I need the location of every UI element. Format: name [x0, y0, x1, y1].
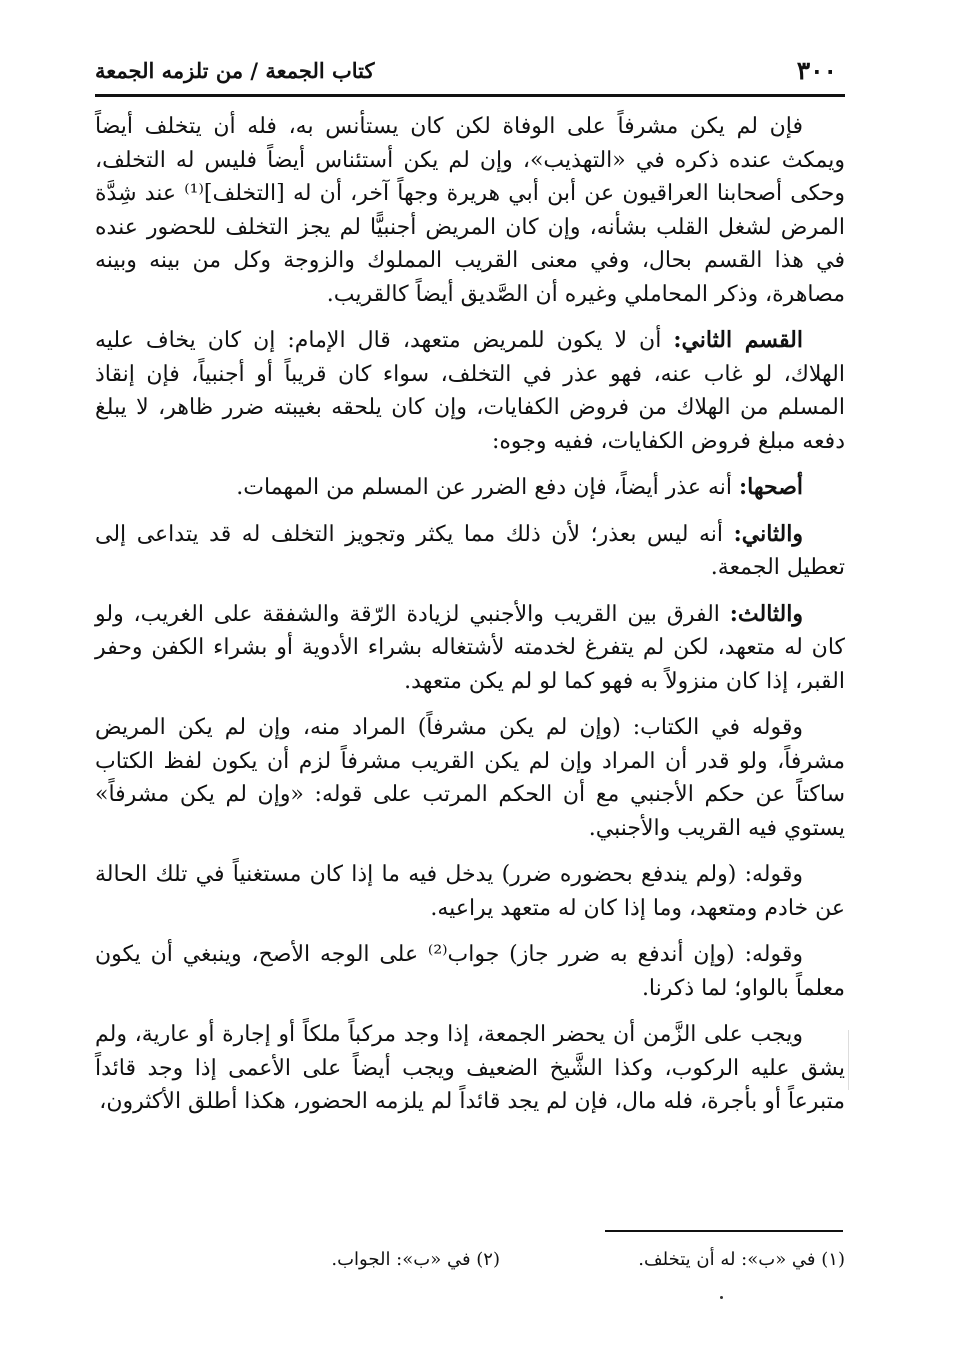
paragraph-lead: أصحها: [739, 474, 803, 500]
paragraph-text: ويجب على الزَّمن أن يحضر الجمعة، إذا وجد مركباً ملكاً أو إجارة أو عارية، ولم يشق عليه الركوب، وكذا الشَّيخ الضعيف ويجب أيضاً على الأعمى إذا وجد قائداً متبرعاً أو بأجرة، فله مال، فإن لم يجد قائداً لم يلزمه الحضور، هكذا أطلق الأكثرون، [95, 1022, 845, 1114]
paragraph [95, 110, 845, 311]
paragraph [95, 711, 845, 845]
paragraph-text: فإن لم يكن مشرفاً على الوفاة لكن كان يستأنس به، فله أن يتخلف أيضاً ويمكث عنده ذكره في «التهذيب»، وإن لم يكن أستئناس أيضاً فليس له التخلف، وحكى أصحابنا العراقيون عن أبن أبي هريرة وجهاً آخر، أن له [التخلف]⁽¹⁾ عند شِدَّة المرض لشغل القلب بشأنه، وإن كان المريض أجنبيًّا لم يجز التخلف للحضور عنده في هذا القسم بحال، وفي معنى القريب المملوك والزوجة وكل من بينه وبينه مصاهرة، وذكر المحاملي وغيره أن الصَّديق أيضاً كالقريب. [95, 114, 845, 307]
header-rule [95, 94, 845, 97]
scan-speck [720, 1296, 723, 1299]
paragraph [95, 858, 845, 925]
paragraph-text: أن لا يكون للمريض متعهد، قال الإمام: إن كان يخاف عليه الهلاك، لو غاب عنه، فهو عذر في التخلف، سواء كان قريباً أو أجنبياً، فإن إنقاذ المسلم من الهلاك من فروض الكفايات، وإن كان يلحقه بغيبته ضرر ظاهر، لا يبلغ دفعه مبلغ فروض الكفايات، ففيه وجوه: [95, 328, 845, 454]
scan-fold-mark [848, 1030, 849, 1090]
footnote-rule [605, 1230, 843, 1232]
paragraph-text: وقوله: (وإن أندفع به ضرر جاز) جواب⁽²⁾ على الوجه الأصح، وينبغي أن يكون معلماً بالواو؛ لما ذكرنا. [95, 942, 845, 1001]
paragraph-lead: والثاني: [733, 520, 803, 547]
paragraph [95, 598, 845, 699]
page-number: ٣٠٠ [796, 56, 837, 85]
paragraph-text: وقوله في الكتاب: (وإن لم يكن مشرفاً) المراد منه، وإن لم يكن المريض مشرفاً، ولو قدر أن المراد وإن لم يكن القريب مشرفاً لزم أن يكون لفظ الكتاب ساكتاً عن حكم الأجنبي مع أن الحكم المرتب على قوله: «وإن لم يكن مشرفاً» يستوي فيه القريب والأجنبي. [95, 715, 846, 841]
paragraph [95, 518, 845, 585]
paragraph [95, 471, 845, 505]
paragraph-text: أنه ليس بعذر؛ لأن ذلك مما يكثر وتجويز التخلف له قد يتداعى إلى تعطيل الجمعة. [95, 521, 845, 580]
paragraph [95, 1018, 845, 1119]
footnote-1: (١) في «ب»: له أن يتخلف. [638, 1249, 845, 1270]
paragraph-text: أنه عذر أيضاً، فإن دفع الضرر عن المسلم من المهمات. [236, 475, 733, 500]
page-header [95, 50, 845, 94]
running-title: كتاب الجمعة / من تلزمه الجمعة [95, 58, 375, 83]
body-text [95, 110, 845, 1132]
paragraph-lead: والثالث: [729, 600, 803, 627]
paragraph-text: وقوله: (ولم يندفع بحضوره ضرر) يدخل فيه ما إذا كان مستغنياً في تلك الحالة عن خادم ومتعهد، وما إذا كان له متعهد يراعيه. [95, 862, 845, 921]
footnotes [95, 1245, 845, 1279]
paragraph-lead: القسم الثاني: [673, 327, 803, 353]
paragraph [95, 938, 845, 1005]
paragraph [95, 324, 845, 458]
footnote-2: (٢) في «ب»: الجواب. [331, 1249, 500, 1270]
paragraph-text: الفرق بين القريب والأجنبي لزيادة الرّقة والشفقة على الغريب، ولو كان له متعهد، لكن لم يتفرغ لخدمته لأشتغاله بشراء الأدوية أو بشراء الكفن وحفر القبر، إذا كان منزولاً به فهو كما لو لم يكن متعهد. [95, 601, 845, 694]
